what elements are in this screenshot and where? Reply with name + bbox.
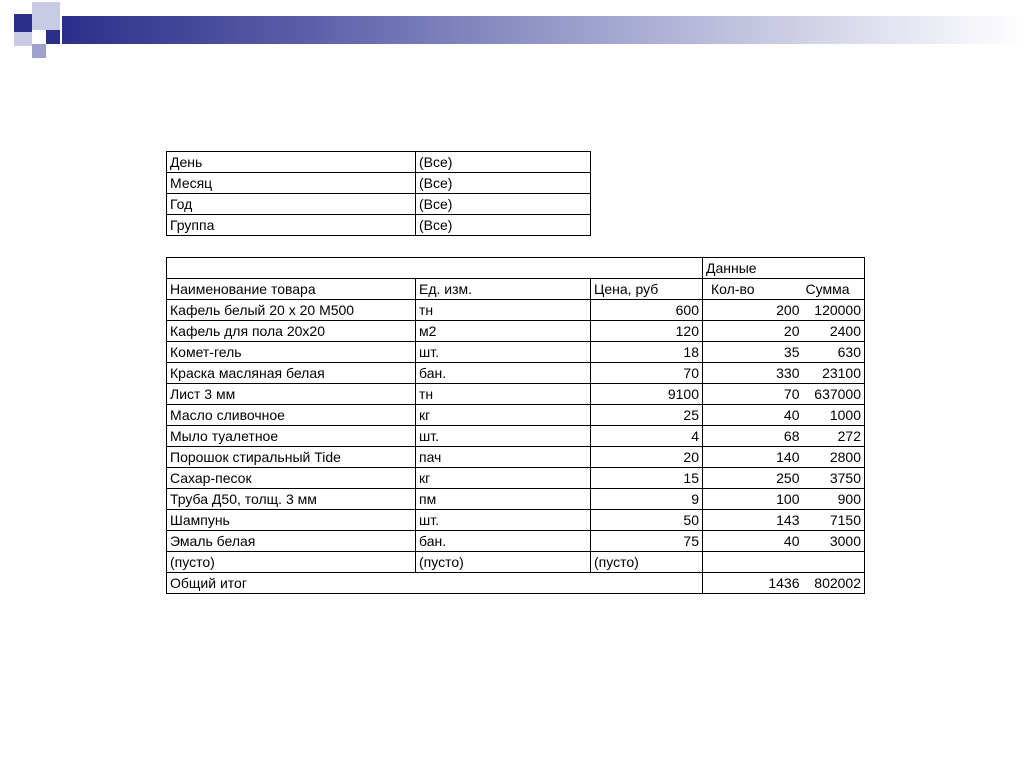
cell-qty: 100 <box>703 489 803 510</box>
cell-unit: бан. <box>416 531 591 552</box>
corner-square-accent <box>46 30 60 44</box>
cell-qty <box>703 552 803 573</box>
pivot-table <box>166 257 865 594</box>
filter-row-day[interactable] <box>167 152 591 173</box>
header-band <box>62 16 1024 44</box>
cell-unit: пач <box>416 447 591 468</box>
cell-name: Комет-гель <box>167 342 416 363</box>
grand-total-sum: 802002 <box>803 573 865 594</box>
cell-name: Порошок стиральный Tide <box>167 447 416 468</box>
cell-price: 9 <box>591 489 703 510</box>
cell-price: 120 <box>591 321 703 342</box>
cell-sum: 2400 <box>803 321 865 342</box>
filter-label: День <box>167 152 416 173</box>
filter-value-dropdown[interactable]: (Все) <box>416 215 591 236</box>
cell-sum: 272 <box>803 426 865 447</box>
cell-unit: бан. <box>416 363 591 384</box>
cell-unit: шт. <box>416 426 591 447</box>
filter-value-dropdown[interactable]: (Все) <box>416 194 591 215</box>
table-row <box>167 363 865 384</box>
cell-sum: 3750 <box>803 468 865 489</box>
table-row <box>167 510 865 531</box>
cell-price: 15 <box>591 468 703 489</box>
grand-total-row <box>167 573 865 594</box>
table-row <box>167 426 865 447</box>
cell-unit: кг <box>416 405 591 426</box>
column-header-sum[interactable]: Сумма <box>803 279 865 300</box>
table-row <box>167 321 865 342</box>
cell-name: Кафель белый 20 х 20 М500 <box>167 300 416 321</box>
cell-price: 25 <box>591 405 703 426</box>
table-row <box>167 300 865 321</box>
cell-unit: тн <box>416 300 591 321</box>
table-row <box>167 468 865 489</box>
cell-name: Шампунь <box>167 510 416 531</box>
cell-qty: 250 <box>703 468 803 489</box>
cell-name: (пусто) <box>167 552 416 573</box>
cell-sum: 630 <box>803 342 865 363</box>
cell-unit: (пусто) <box>416 552 591 573</box>
cell-price: 4 <box>591 426 703 447</box>
filter-value-dropdown[interactable]: (Все) <box>416 152 591 173</box>
cell-unit: шт. <box>416 510 591 531</box>
cell-name: Лист 3 мм <box>167 384 416 405</box>
pivot-column-header-row <box>167 279 865 300</box>
filter-value-dropdown[interactable]: (Все) <box>416 173 591 194</box>
cell-sum: 3000 <box>803 531 865 552</box>
cell-price: (пусто) <box>591 552 703 573</box>
data-header[interactable]: Данные <box>703 258 865 279</box>
cell-sum: 7150 <box>803 510 865 531</box>
cell-name: Кафель для пола 20х20 <box>167 321 416 342</box>
cell-qty: 140 <box>703 447 803 468</box>
column-header-qty[interactable]: Кол-во <box>703 279 803 300</box>
filter-row-year[interactable] <box>167 194 591 215</box>
cell-unit: кг <box>416 468 591 489</box>
table-row <box>167 489 865 510</box>
cell-price: 50 <box>591 510 703 531</box>
filter-label: Месяц <box>167 173 416 194</box>
cell-unit: шт. <box>416 342 591 363</box>
cell-name: Мыло туалетное <box>167 426 416 447</box>
cell-price: 75 <box>591 531 703 552</box>
cell-price: 600 <box>591 300 703 321</box>
filter-row-group[interactable] <box>167 215 591 236</box>
cell-qty: 200 <box>703 300 803 321</box>
cell-unit: тн <box>416 384 591 405</box>
cell-qty: 70 <box>703 384 803 405</box>
pivot-data-header-row <box>167 258 865 279</box>
table-row-empty <box>167 552 865 573</box>
cell-qty: 40 <box>703 531 803 552</box>
cell-unit: м2 <box>416 321 591 342</box>
pivot-filter-table <box>166 151 591 236</box>
filter-row-month[interactable] <box>167 173 591 194</box>
table-row <box>167 447 865 468</box>
cell-name: Краска масляная белая <box>167 363 416 384</box>
corner-square-light <box>32 2 60 30</box>
cell-unit: пм <box>416 489 591 510</box>
grand-total-label: Общий итог <box>167 573 703 594</box>
cell-qty: 68 <box>703 426 803 447</box>
cell-qty: 330 <box>703 363 803 384</box>
column-header-unit[interactable]: Ед. изм. <box>416 279 591 300</box>
cell-price: 18 <box>591 342 703 363</box>
table-row <box>167 342 865 363</box>
table-row <box>167 384 865 405</box>
cell-name: Масло сливочное <box>167 405 416 426</box>
cell-sum: 637000 <box>803 384 865 405</box>
cell-name: Труба Д50, толщ. 3 мм <box>167 489 416 510</box>
cell-sum: 120000 <box>803 300 865 321</box>
cell-sum: 1000 <box>803 405 865 426</box>
cell-price: 9100 <box>591 384 703 405</box>
cell-qty: 143 <box>703 510 803 531</box>
pivot-corner-cell <box>167 258 703 279</box>
cell-qty: 40 <box>703 405 803 426</box>
corner-square-light-2 <box>14 32 32 46</box>
grand-total-qty: 1436 <box>703 573 803 594</box>
cell-name: Сахар-песок <box>167 468 416 489</box>
corner-square-mid <box>32 44 46 58</box>
table-row <box>167 405 865 426</box>
table-row <box>167 531 865 552</box>
cell-qty: 20 <box>703 321 803 342</box>
cell-price: 70 <box>591 363 703 384</box>
filter-label: Год <box>167 194 416 215</box>
cell-name: Эмаль белая <box>167 531 416 552</box>
corner-square-dark <box>14 14 32 32</box>
filter-label: Группа <box>167 215 416 236</box>
cell-price: 20 <box>591 447 703 468</box>
cell-qty: 35 <box>703 342 803 363</box>
cell-sum: 900 <box>803 489 865 510</box>
cell-sum <box>803 552 865 573</box>
cell-sum: 23100 <box>803 363 865 384</box>
column-header-price[interactable]: Цена, руб <box>591 279 703 300</box>
cell-sum: 2800 <box>803 447 865 468</box>
column-header-name[interactable]: Наименование товара <box>167 279 416 300</box>
